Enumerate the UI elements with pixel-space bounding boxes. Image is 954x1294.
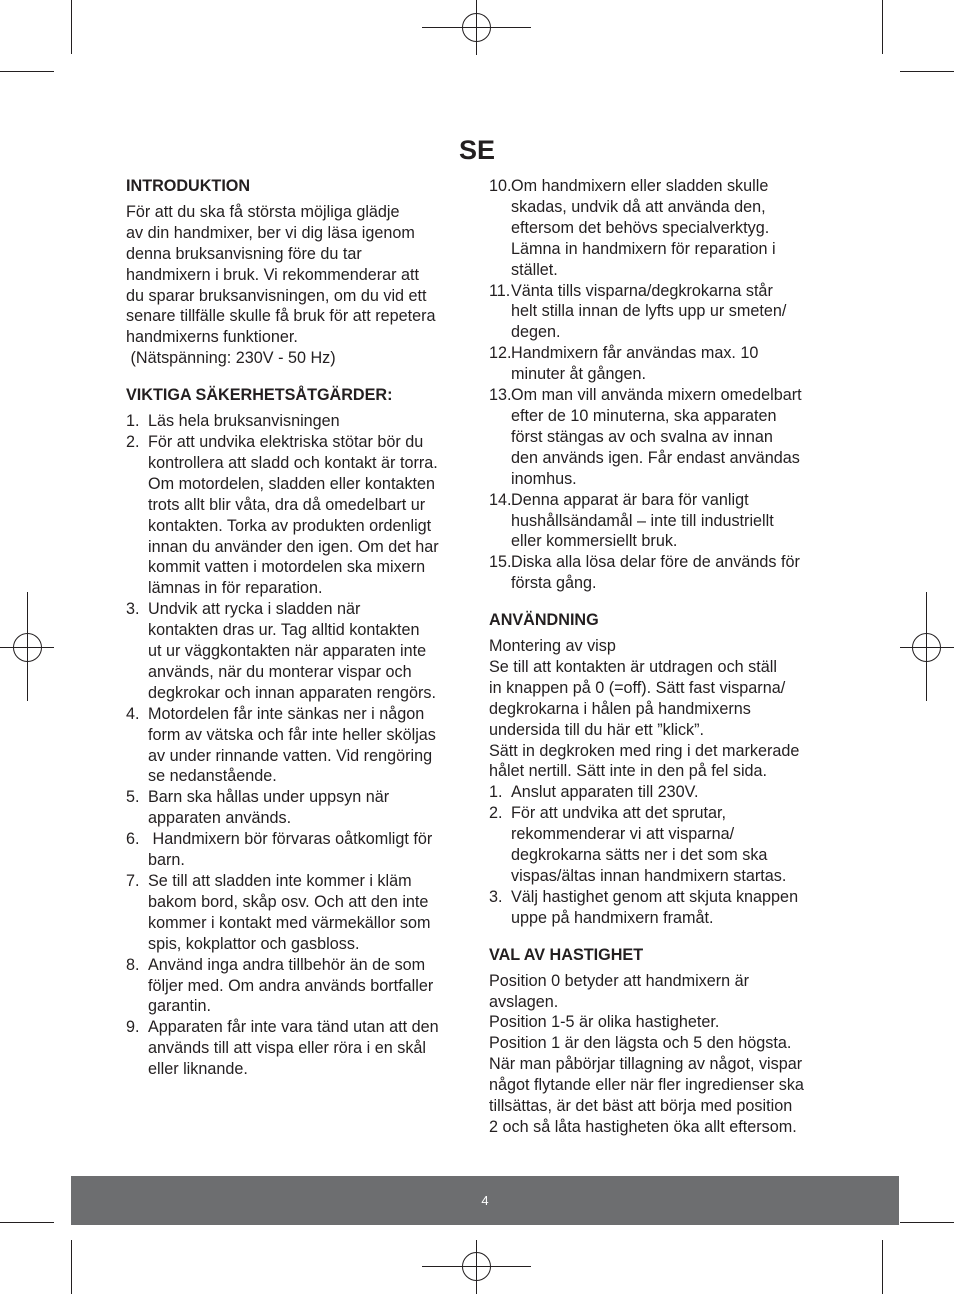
speed-line: något flytande eller när fler ingredienser ska	[489, 1076, 804, 1095]
list-item-line: Välj hastighet genom att skjuta knappen	[511, 887, 799, 906]
list-item-number: 2.	[126, 432, 140, 451]
list-item	[126, 787, 471, 829]
list-item-line: första gång.	[511, 574, 597, 593]
page-number: 4	[481, 1193, 489, 1208]
list-item-text	[126, 432, 471, 599]
crop-mark-tr-h	[900, 71, 954, 72]
list-item-text	[126, 411, 471, 432]
list-item-number: 15.	[489, 553, 512, 572]
list-item-line: kontrollera att sladd och kontakt är torra.	[148, 453, 438, 472]
usage-line: Sätt in degkroken med ring i det markerade	[489, 741, 800, 760]
usage-line: hålet nertill. Sätt inte in den på fel sida.	[489, 762, 768, 781]
list-item-number: 10.	[489, 177, 512, 195]
list-item-number: 12.	[489, 344, 512, 363]
usage-paragraph	[489, 636, 834, 782]
list-item-line: kommer i kontakt med värmekällor som	[148, 913, 431, 932]
list-item	[489, 343, 834, 385]
intro-line: handmixerns funktioner.	[126, 328, 298, 347]
list-item-line: vispas/ältas innan handmixern startas.	[511, 867, 787, 885]
list-item-line: lämnas in för reparation.	[148, 579, 323, 598]
language-code: SE	[458, 135, 496, 165]
list-item-line: Använd inga andra tillbehör än de som	[148, 955, 426, 974]
list-item-line: kontakten dras ur. Tag alltid kontakten	[148, 621, 420, 640]
list-item	[126, 599, 471, 704]
list-item-line: För att undvika elektriska stötar bör du	[148, 432, 424, 451]
list-item-text	[126, 787, 471, 829]
crop-mark-tr-v	[882, 0, 883, 54]
speed-heading: VAL AV HASTIGHET	[489, 945, 644, 964]
list-item-line: Om motordelen, sladden eller kontakten	[148, 474, 436, 493]
list-item-number: 1.	[489, 783, 503, 802]
usage-line: degkrokarna i hålen på handmixerns	[489, 699, 751, 718]
list-item-line: Motordelen får inte sänkas ner i någon	[148, 704, 425, 723]
list-item-line: Denna apparat är bara för vanligt	[511, 490, 749, 509]
list-item-text	[489, 385, 834, 490]
list-item-line: apparaten används.	[148, 809, 292, 828]
list-item-text	[126, 1017, 471, 1080]
right-column	[489, 176, 834, 1138]
intro-line: av din handmixer, ber vi dig läsa igenom	[126, 223, 415, 242]
list-item-number: 4.	[126, 704, 140, 723]
list-item-line: helt stilla innan de lyfts upp ur smeten/	[511, 302, 787, 321]
list-item-line: uppe på handmixern framåt.	[511, 908, 714, 927]
list-item-line: eftersom det behövs specialverktyg.	[511, 218, 770, 237]
list-item-line: Lämna in handmixern för reparation i	[511, 239, 776, 258]
list-item-line: inomhus.	[511, 469, 577, 488]
list-item	[126, 1017, 471, 1080]
list-item	[489, 385, 834, 490]
list-item-text	[489, 803, 834, 887]
safety-list	[126, 411, 471, 1080]
list-item-line: kontakten. Torka av produkten ordenligt	[148, 516, 432, 535]
list-item-line: degkrokar och innan apparaten rengörs.	[148, 683, 436, 702]
list-item-number: 2.	[489, 804, 503, 823]
list-item-line: stället.	[511, 260, 558, 279]
list-item-line: Handmixern bör förvaras oåtkomligt för	[148, 830, 433, 849]
list-item-line: efter de 10 minuterna, ska apparaten	[511, 406, 777, 425]
list-item-text	[489, 281, 834, 344]
list-item-line: Läs hela bruksanvisningen	[148, 412, 340, 431]
speed-line: Position 1-5 är olika hastigheter.	[489, 1013, 720, 1032]
list-item-line: hushållsändamål – inte till industriellt	[511, 511, 774, 530]
intro-line: du sparar bruksanvisningen, om du vid ett	[126, 286, 427, 305]
list-item-line: skadas, undvik då att använda den,	[511, 197, 766, 216]
list-item-line: rekommenderar vi att visparna/	[511, 825, 735, 844]
list-item-number: 1.	[126, 412, 140, 431]
list-item-text	[126, 829, 471, 871]
list-item-line: används, när du monterar vispar och	[148, 662, 412, 681]
list-item-text	[126, 704, 471, 788]
speed-paragraph	[489, 971, 834, 1138]
list-item-line: form av vätska och får inte heller sköljas	[148, 725, 436, 744]
list-item-number: 3.	[489, 887, 503, 906]
list-item-line: Handmixern får användas max. 10	[511, 344, 759, 363]
list-item-text	[489, 176, 834, 281]
list-item-line: se nedanstående.	[148, 767, 277, 786]
crop-mark-br-h	[900, 1222, 954, 1223]
speed-line: 2 och så låta hastigheten öka allt eftersom.	[489, 1117, 797, 1136]
list-item	[489, 552, 834, 594]
list-item-line: eller liknande.	[148, 1060, 248, 1079]
list-item-line: trots allt blir våta, dra då omedelbart ur	[148, 495, 426, 514]
intro-paragraph	[126, 202, 471, 369]
usage-line: Montering av visp	[489, 637, 616, 656]
list-item-number: 6.	[126, 830, 140, 849]
list-item	[489, 803, 834, 887]
speed-line: När man påbörjar tillagning av något, vispar	[489, 1055, 803, 1074]
speed-line: avslagen.	[489, 992, 559, 1011]
list-item-number: 8.	[126, 955, 140, 974]
list-item-number: 14.	[489, 490, 512, 509]
crop-mark-tl-v	[71, 0, 72, 54]
list-item-line: Se till att sladden inte kommer i kläm	[148, 872, 412, 890]
intro-heading: INTRODUKTION	[126, 177, 251, 195]
usage-list	[489, 782, 834, 928]
list-item-line: kommit vatten i motordelen ska mixern	[148, 558, 426, 577]
list-item-text	[489, 782, 834, 803]
list-item-line: ut ur väggkontakten när apparaten inte	[148, 642, 427, 661]
list-item-number: 5.	[126, 788, 140, 807]
list-item-line: den används igen. Får endast användas	[511, 448, 800, 467]
list-item-line: Undvik att rycka i sladden när	[148, 600, 361, 619]
list-item-line: Diska alla lösa delar före de används för	[511, 553, 800, 572]
usage-heading: ANVÄNDNING	[489, 611, 599, 630]
list-item	[489, 887, 834, 929]
crop-mark-tl-h	[0, 71, 54, 72]
list-item	[126, 432, 471, 599]
list-item-text	[126, 599, 471, 704]
list-item-line: För att undvika att det sprutar,	[511, 804, 727, 823]
intro-line: handmixern i bruk. Vi rekommenderar att	[126, 265, 420, 284]
list-item-line: minuter åt gången.	[511, 365, 646, 384]
crop-mark-bl-v	[71, 1240, 72, 1294]
list-item-line: eller kommersiellt bruk.	[511, 532, 678, 551]
list-item-number: 3.	[126, 600, 140, 619]
speed-line: Position 0 betyder att handmixern är	[489, 971, 750, 990]
list-item-line: innan du använder den igen. Om det har	[148, 537, 439, 556]
list-item-line: garantin.	[148, 997, 211, 1016]
list-item-number: 13.	[489, 386, 512, 405]
list-item-line: först stängas av och svalna av innan	[511, 427, 773, 446]
list-item-number: 7.	[126, 872, 140, 890]
list-item-text	[126, 871, 471, 955]
list-item	[489, 281, 834, 344]
usage-line: in knappen på 0 (=off). Sätt fast visparna/	[489, 678, 786, 697]
list-item-text	[489, 343, 834, 385]
list-item-line: av under rinnande vatten. Vid rengöring	[148, 746, 433, 765]
list-item	[126, 411, 471, 432]
list-item-text	[489, 887, 834, 929]
safety-heading: VIKTIGA SÄKERHETSÅTGÄRDER:	[126, 386, 393, 405]
list-item-line: barn.	[148, 851, 185, 870]
list-item	[126, 955, 471, 1018]
speed-line: Position 1 är den lägsta och 5 den högsta.	[489, 1034, 792, 1053]
crop-mark-bl-h	[0, 1222, 54, 1223]
list-item-line: används till att vispa eller röra i en skål	[148, 1039, 427, 1058]
list-item-number: 9.	[126, 1018, 140, 1037]
list-item-number: 11.	[489, 281, 511, 300]
crop-mark-br-v	[882, 1240, 883, 1294]
list-item-line: degen.	[511, 323, 561, 342]
usage-line: undersida till du här ett ”klick”.	[489, 720, 705, 739]
list-item-line: Vänta tills visparna/degkrokarna står	[511, 281, 773, 300]
list-item-text	[489, 490, 834, 553]
list-item-line: bakom bord, skåp osv. Och att den inte	[148, 892, 429, 911]
list-item-line: Om handmixern eller sladden skulle	[511, 177, 769, 195]
intro-line: denna bruksanvisning före du tar	[126, 244, 362, 263]
list-item	[126, 871, 471, 955]
list-item	[126, 829, 471, 871]
left-column	[126, 176, 471, 1080]
list-item-text	[126, 955, 471, 1018]
list-item-line: Apparaten får inte vara tänd utan att den	[148, 1018, 439, 1037]
speed-line: tillsättas, är det bäst att börja med position	[489, 1097, 793, 1116]
list-item-line: Anslut apparaten till 230V.	[511, 783, 699, 802]
safety-list-continued	[489, 176, 834, 594]
intro-line: senare tillfälle skulle få bruk för att repetera	[126, 307, 436, 326]
list-item	[489, 490, 834, 553]
list-item-line: spis, kokplattor och gasbloss.	[148, 934, 360, 953]
list-item-line: Barn ska hållas under uppsyn när	[148, 788, 390, 807]
list-item-line: följer med. Om andra används bortfaller	[148, 976, 434, 995]
list-item	[126, 704, 471, 788]
page-footer	[71, 1176, 899, 1225]
intro-line: För att du ska få största möjliga glädje	[126, 202, 400, 221]
list-item	[489, 176, 834, 281]
list-item-text	[489, 552, 834, 594]
list-item-line: Om man vill använda mixern omedelbart	[511, 386, 802, 405]
list-item	[489, 782, 834, 803]
list-item-line: degkrokarna sätts ner i det som ska	[511, 846, 768, 865]
usage-line: Se till att kontakten är utdragen och ställ	[489, 657, 777, 676]
intro-line: (Nätspänning: 230V - 50 Hz)	[126, 349, 336, 368]
